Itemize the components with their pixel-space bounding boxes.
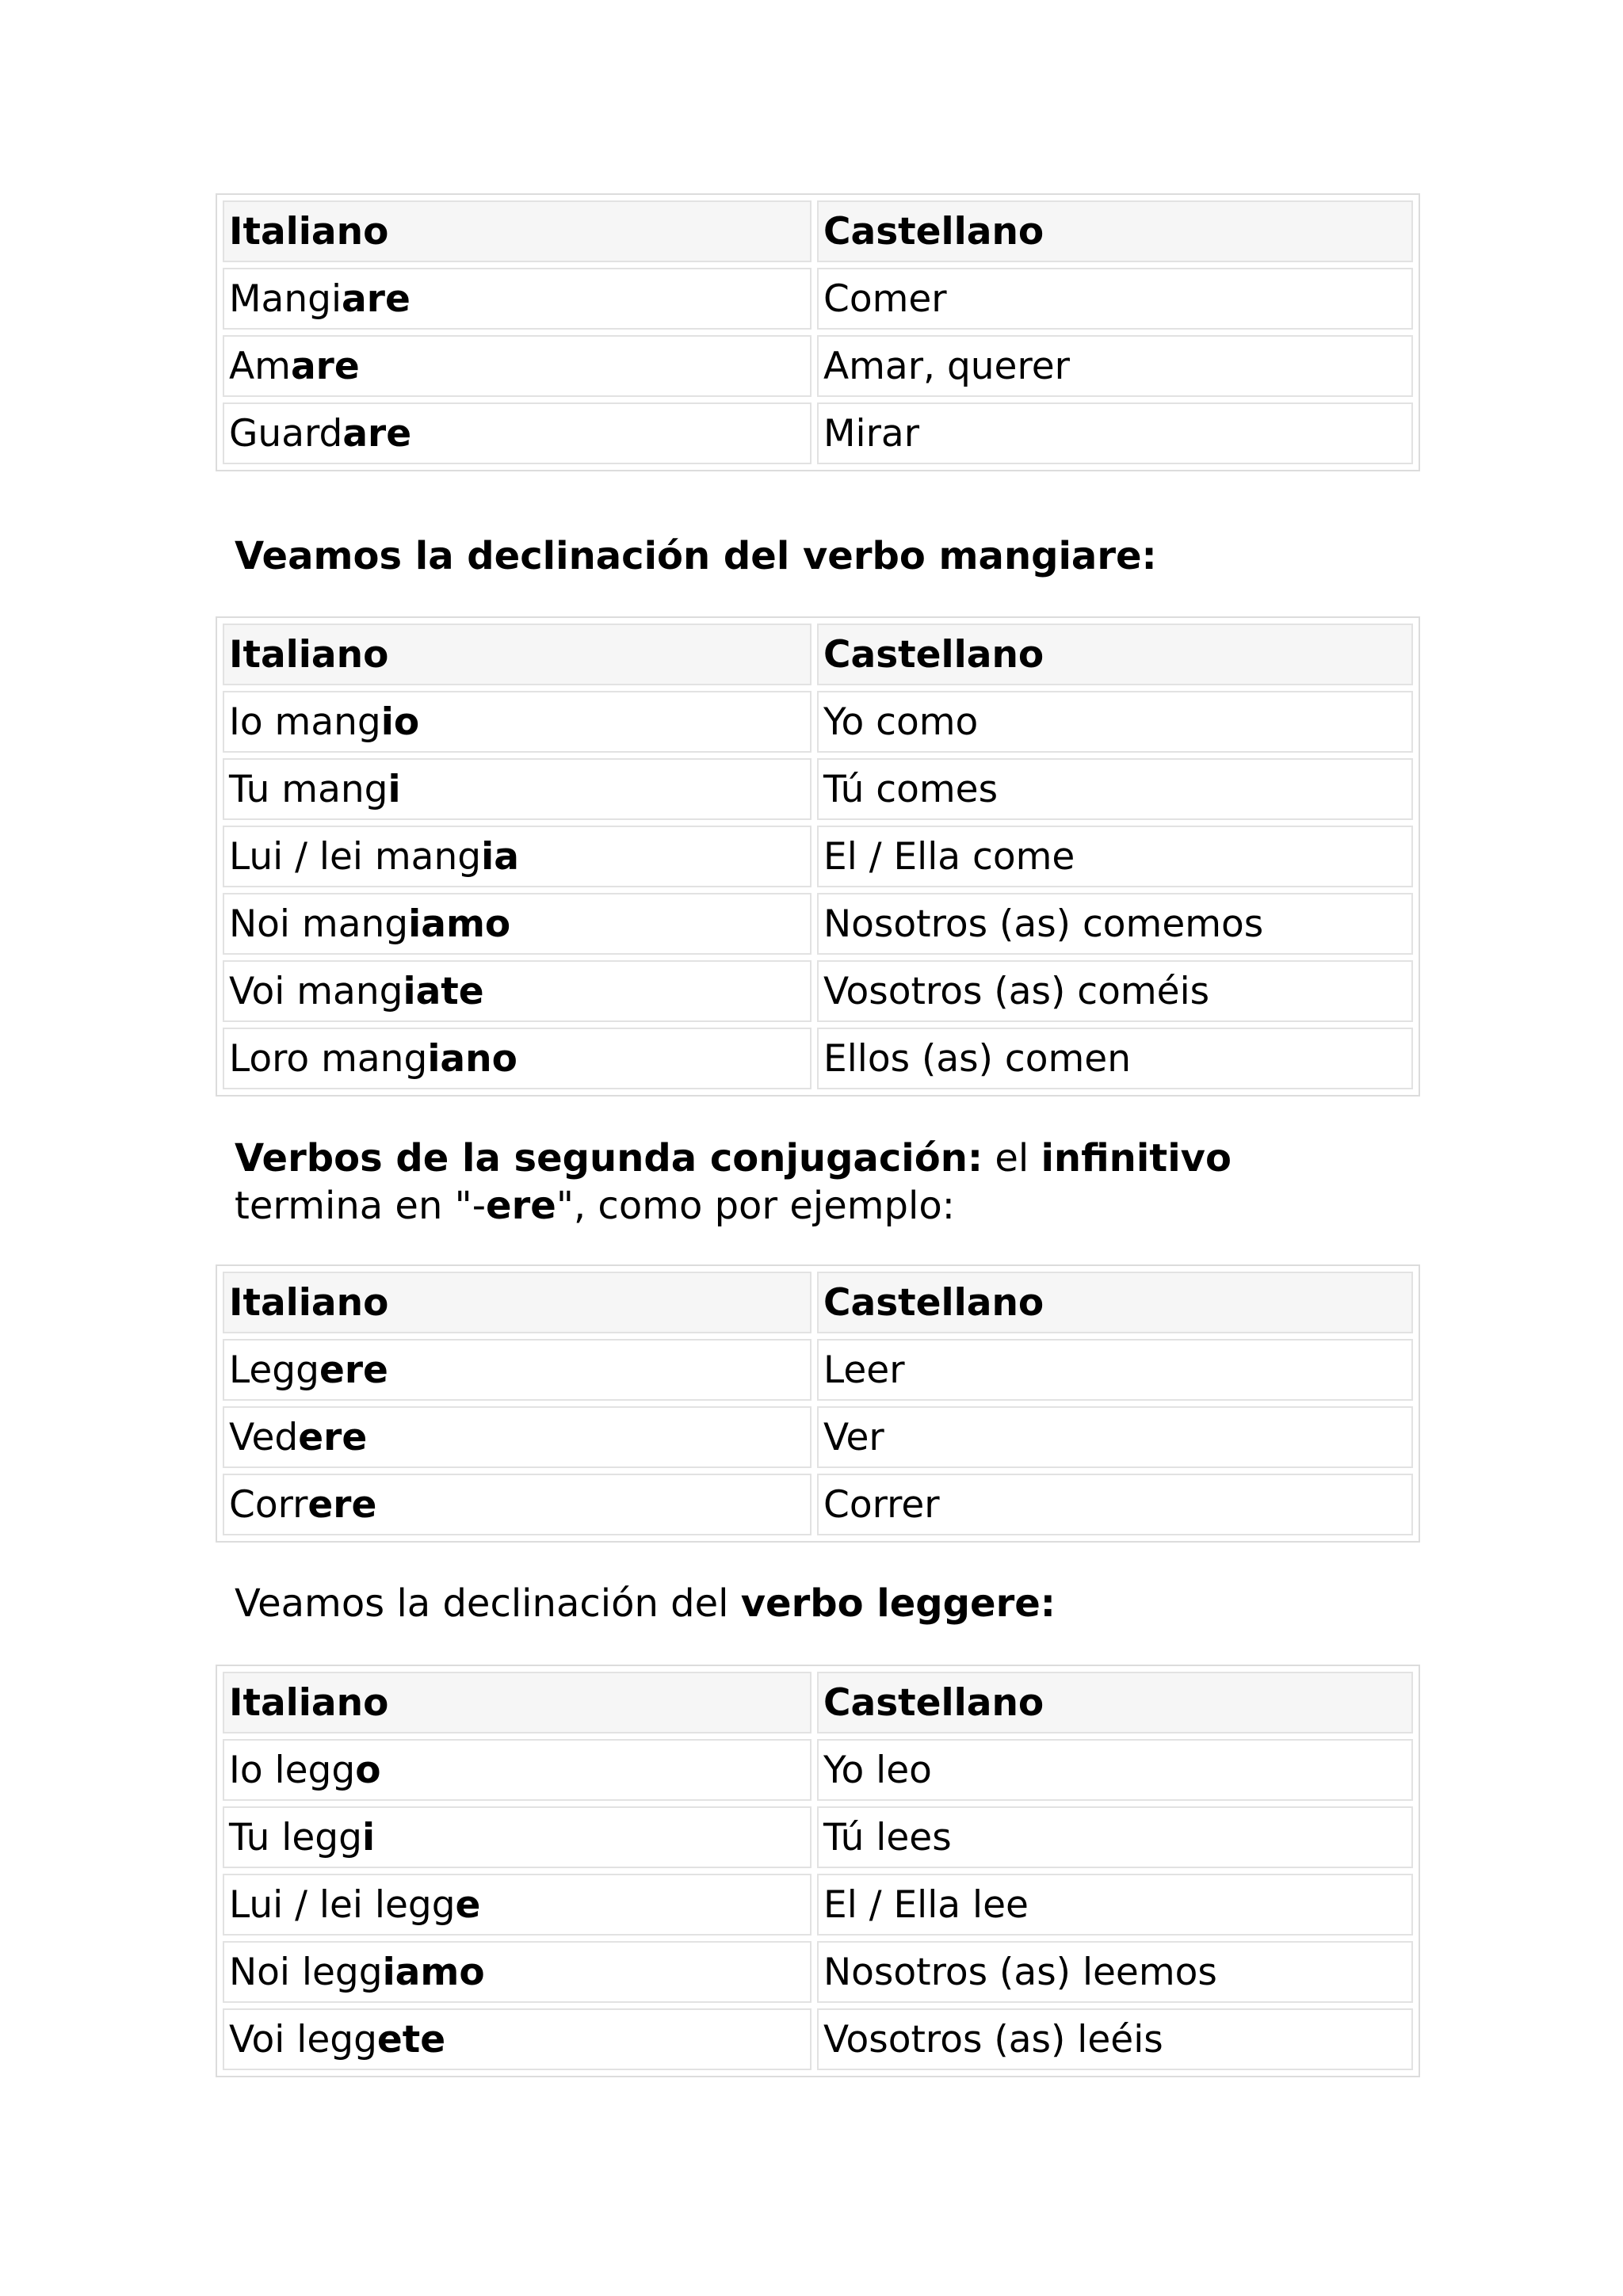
spanish-verb: Comer xyxy=(817,268,1413,330)
spanish-verb: Nosotros (as) comemos xyxy=(817,893,1413,955)
spanish-verb: Ellos (as) comen xyxy=(817,1028,1413,1089)
italian-verb: Corr ere xyxy=(223,1474,812,1535)
table-header-row xyxy=(223,200,1413,262)
spanish-verb: Tú lees xyxy=(817,1806,1413,1868)
table-row xyxy=(223,1028,1413,1089)
table-mangiare-conjugation xyxy=(216,616,1420,1097)
spanish-verb: Yo como xyxy=(817,691,1413,753)
italian-verb: Ved ere xyxy=(223,1406,812,1468)
table-header-row xyxy=(223,1272,1413,1333)
spanish-verb: Tú comes xyxy=(817,758,1413,820)
italian-verb: Voi legg ete xyxy=(223,2008,812,2070)
spanish-verb: Amar, querer xyxy=(817,335,1413,397)
header-castellano: Castellano xyxy=(817,624,1413,685)
spanish-verb: Yo leo xyxy=(817,1739,1413,1801)
table-row xyxy=(223,335,1413,397)
table-header-row xyxy=(223,624,1413,685)
spanish-verb: Vosotros (as) leéis xyxy=(817,2008,1413,2070)
italian-verb: Io mang io xyxy=(223,691,812,753)
table-ere-verbs xyxy=(216,1264,1420,1543)
italian-verb: Guard are xyxy=(223,402,812,464)
italian-verb: Tu mang i xyxy=(223,758,812,820)
spanish-verb: El / Ella come xyxy=(817,826,1413,887)
italian-verb: Am are xyxy=(223,335,812,397)
table-row xyxy=(223,1339,1413,1401)
paragraph-line-2: termina en "-ere", como por ejemplo: xyxy=(235,1184,955,1228)
table-row xyxy=(223,691,1413,753)
table-row xyxy=(223,1874,1413,1936)
spanish-verb: Nosotros (as) leemos xyxy=(817,1941,1413,2003)
italian-verb: Noi mang iamo xyxy=(223,893,812,955)
table-row xyxy=(223,402,1413,464)
italian-verb: Lui / lei mang ia xyxy=(223,826,812,887)
header-italiano: Italiano xyxy=(223,624,812,685)
paragraph-line-1: Verbos de la segunda conjugación: el infinitivo xyxy=(235,1136,1232,1180)
italian-verb: Tu legg i xyxy=(223,1806,812,1868)
spanish-verb: El / Ella lee xyxy=(817,1874,1413,1936)
table-row xyxy=(223,960,1413,1022)
table-row xyxy=(223,893,1413,955)
table-row xyxy=(223,1806,1413,1868)
header-castellano: Castellano xyxy=(817,1672,1413,1733)
table-row xyxy=(223,1474,1413,1535)
header-italiano: Italiano xyxy=(223,1672,812,1733)
spanish-verb: Mirar xyxy=(817,402,1413,464)
italian-verb: Io legg o xyxy=(223,1739,812,1801)
header-italiano: Italiano xyxy=(223,1272,812,1333)
table-leggere-conjugation xyxy=(216,1665,1420,2077)
italian-verb: Legg ere xyxy=(223,1339,812,1401)
header-castellano: Castellano xyxy=(817,200,1413,262)
table-row xyxy=(223,2008,1413,2070)
spanish-verb: Vosotros (as) coméis xyxy=(817,960,1413,1022)
header-castellano: Castellano xyxy=(817,1272,1413,1333)
table-are-verbs xyxy=(216,193,1420,471)
table-row xyxy=(223,1739,1413,1801)
italian-verb: Voi mang iate xyxy=(223,960,812,1022)
table-row xyxy=(223,268,1413,330)
header-italiano: Italiano xyxy=(223,200,812,262)
italian-verb: Mangi are xyxy=(223,268,812,330)
table-row xyxy=(223,1406,1413,1468)
table-row xyxy=(223,758,1413,820)
italian-verb: Loro mang iano xyxy=(223,1028,812,1089)
spanish-verb: Correr xyxy=(817,1474,1413,1535)
paragraph-segunda-conjugacion xyxy=(235,1135,1232,1230)
italian-verb: Noi legg iamo xyxy=(223,1941,812,2003)
spanish-verb: Ver xyxy=(817,1406,1413,1468)
table-header-row xyxy=(223,1672,1413,1733)
paragraph-leggere: Veamos la declinación del verbo leggere: xyxy=(235,1581,1056,1626)
table-row xyxy=(223,1941,1413,2003)
heading-mangiare: Veamos la declinación del verbo mangiare: xyxy=(235,534,1157,578)
table-row xyxy=(223,826,1413,887)
spanish-verb: Leer xyxy=(817,1339,1413,1401)
italian-verb: Lui / lei legg e xyxy=(223,1874,812,1936)
